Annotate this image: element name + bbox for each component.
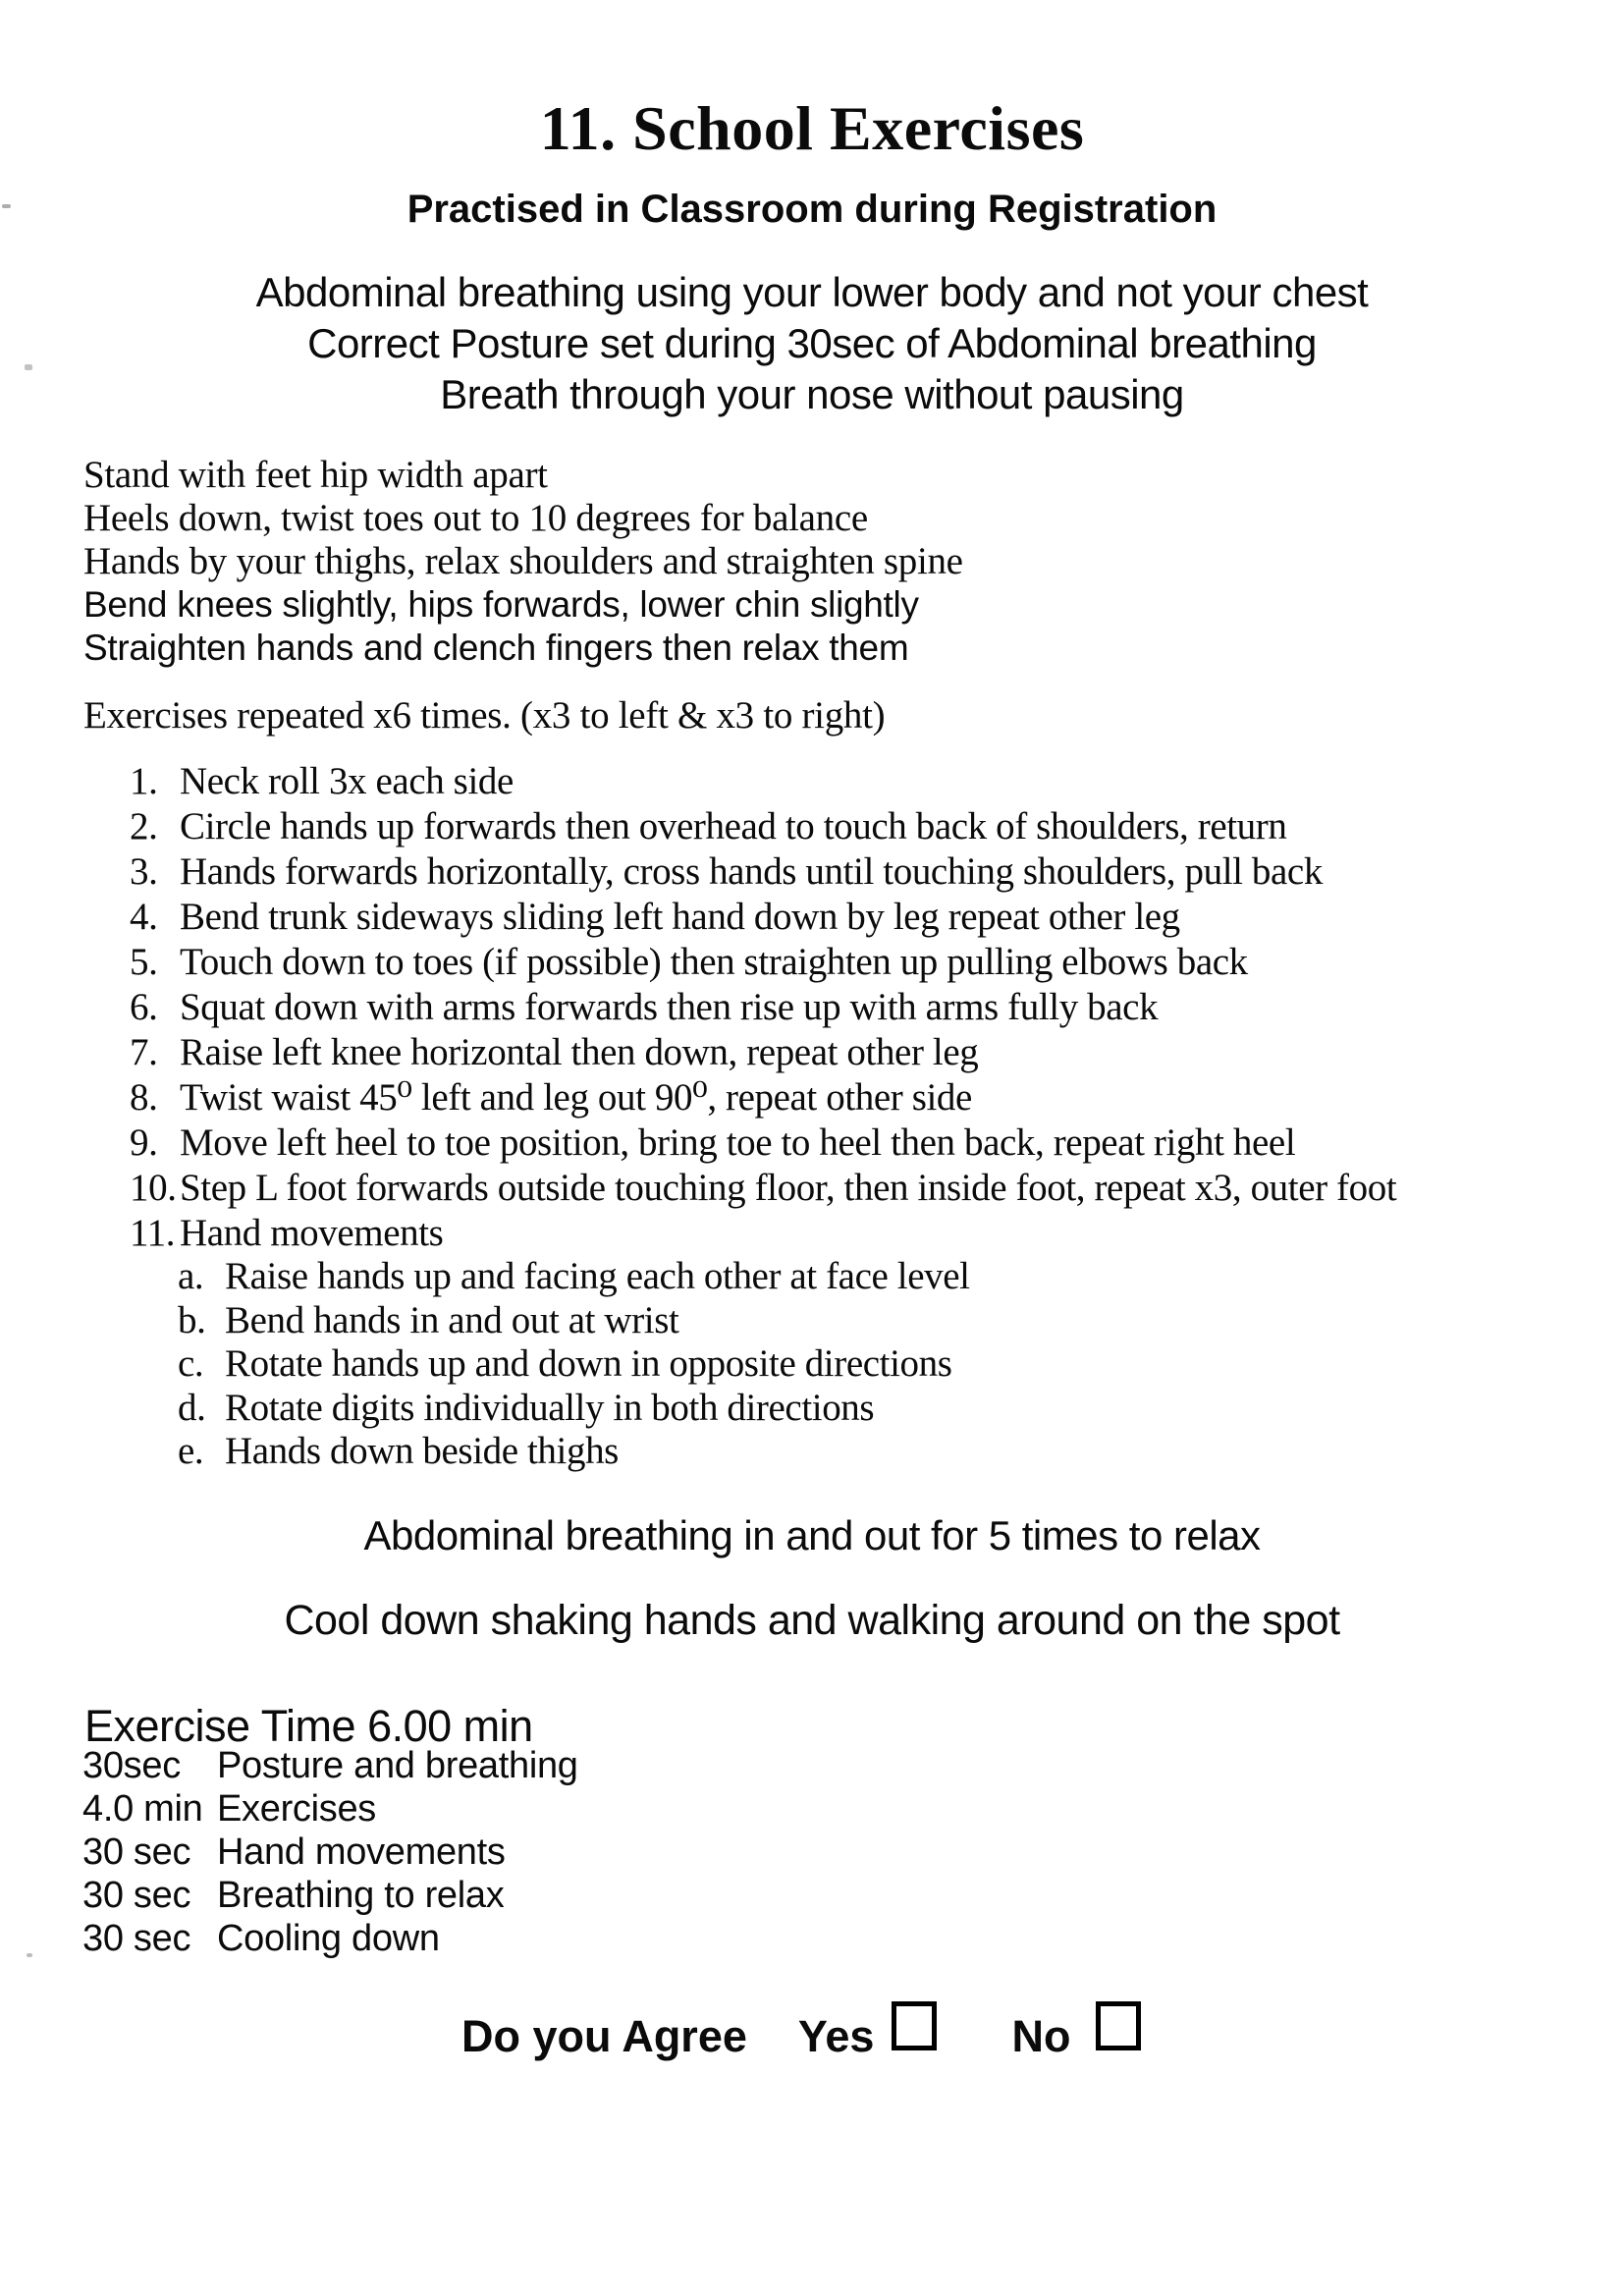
exercise-number: 7. xyxy=(130,1031,158,1073)
exercise-text: Twist waist 45⁰ left and leg out 90⁰, repeat other side xyxy=(180,1076,972,1119)
hand-movement-letter: c. xyxy=(178,1342,204,1385)
agreement-row xyxy=(461,2011,1141,2062)
repeat-note: Exercises repeated x6 times. (x3 to left & x3 to right) xyxy=(83,694,886,737)
hand-movement-item xyxy=(178,1255,970,1299)
exercise-number: 1. xyxy=(130,760,158,802)
hand-movement-text: Rotate digits individually in both directions xyxy=(225,1386,875,1429)
activity-label: Exercises xyxy=(217,1788,377,1830)
exercise-number: 9. xyxy=(130,1121,158,1164)
exercise-text: Hand movements xyxy=(180,1212,444,1254)
time-row xyxy=(82,1917,578,1960)
relax-note: Abdominal breathing in and out for 5 times to relax xyxy=(363,1512,1261,1558)
yes-checkbox[interactable] xyxy=(892,2001,937,2050)
exercise-text: Raise left knee horizontal then down, repeat other leg xyxy=(180,1031,979,1073)
intro-line: Abdominal breathing using your lower body and not your chest xyxy=(255,269,1369,315)
exercise-text: Bend trunk sideways sliding left hand down by leg repeat other leg xyxy=(180,896,1180,938)
activity-label: Cooling down xyxy=(217,1918,440,1959)
exercise-number: 2. xyxy=(130,805,158,847)
time-row xyxy=(82,1744,578,1787)
time-row xyxy=(82,1874,578,1917)
hand-movement-list xyxy=(178,1255,970,1474)
exercise-text: Squat down with arms forwards then rise up with arms fully back xyxy=(180,986,1159,1028)
exercise-item xyxy=(130,895,1396,940)
exercise-item xyxy=(130,940,1396,985)
hand-movement-letter: b. xyxy=(178,1298,206,1341)
exercise-item xyxy=(130,849,1396,895)
duration-label: 30 sec xyxy=(82,1831,191,1873)
exercise-text: Hands forwards horizontally, cross hands until touching shoulders, pull back xyxy=(180,850,1323,893)
hand-movement-item xyxy=(178,1299,970,1343)
hand-movement-text: Raise hands up and facing each other at face level xyxy=(225,1255,970,1297)
exercise-number: 11. xyxy=(130,1212,176,1254)
hand-movement-text: Rotate hands up and down in opposite directions xyxy=(225,1342,952,1385)
exercise-item xyxy=(130,1211,1396,1256)
exercise-item xyxy=(130,804,1396,849)
exercise-item xyxy=(130,1030,1396,1075)
exercise-item xyxy=(130,1120,1396,1166)
intro-line: Correct Posture set during 30sec of Abdominal breathing xyxy=(307,320,1317,366)
scan-artifact xyxy=(27,1953,32,1957)
intro-line: Breath through your nose without pausing xyxy=(440,371,1184,417)
posture-line: Hands by your thighs, relax shoulders and straighten spine xyxy=(83,540,963,582)
exercise-number: 5. xyxy=(130,941,158,983)
activity-label: Hand movements xyxy=(217,1831,506,1873)
exercise-item xyxy=(130,1166,1396,1211)
breathing-intro xyxy=(0,267,1624,420)
no-label: No xyxy=(1011,2011,1071,2061)
exercise-number: 8. xyxy=(130,1076,158,1119)
hand-movement-item xyxy=(178,1387,970,1431)
hand-movement-letter: a. xyxy=(178,1255,204,1297)
hand-movement-item xyxy=(178,1342,970,1387)
hand-movement-item xyxy=(178,1430,970,1474)
posture-line: Stand with feet hip width apart xyxy=(83,454,548,496)
exercise-text: Move left heel to toe position, bring toe to heel then back, repeat right heel xyxy=(180,1121,1296,1164)
posture-line: Heels down, twist toes out to 10 degrees for balance xyxy=(83,497,868,539)
exercise-item xyxy=(130,1075,1396,1120)
hand-movement-letter: d. xyxy=(178,1386,206,1429)
exercise-text: Step L foot forwards outside touching floor, then inside foot, repeat x3, outer foot xyxy=(180,1167,1397,1209)
posture-line: Straighten hands and clench fingers then relax them xyxy=(83,628,909,668)
duration-label: 30 sec xyxy=(82,1875,191,1916)
exercise-time-heading: Exercise Time 6.00 min xyxy=(84,1701,533,1751)
exercise-list xyxy=(130,759,1396,1256)
exercise-number: 4. xyxy=(130,896,158,938)
activity-label: Posture and breathing xyxy=(217,1745,578,1786)
duration-label: 4.0 min xyxy=(82,1788,203,1830)
exercise-text: Touch down to toes (if possible) then straighten up pulling elbows back xyxy=(180,941,1248,983)
exercise-time-breakdown xyxy=(82,1744,578,1960)
no-checkbox[interactable] xyxy=(1096,2001,1141,2050)
hand-movement-letter: e. xyxy=(178,1430,204,1472)
duration-label: 30 sec xyxy=(82,1918,191,1959)
exercise-text: Neck roll 3x each side xyxy=(180,760,514,802)
page-title: 11. School Exercises xyxy=(539,93,1085,163)
time-row xyxy=(82,1831,578,1874)
posture-instructions xyxy=(83,454,963,670)
activity-label: Breathing to relax xyxy=(217,1875,505,1916)
exercise-number: 3. xyxy=(130,850,158,893)
cooldown-note: Cool down shaking hands and walking around on the spot xyxy=(284,1597,1340,1644)
time-row xyxy=(82,1787,578,1831)
duration-label: 30sec xyxy=(82,1745,181,1786)
page-subtitle: Practised in Classroom during Registration xyxy=(406,188,1218,231)
exercise-text: Circle hands up forwards then overhead to touch back of shoulders, return xyxy=(180,805,1287,847)
hand-movement-text: Bend hands in and out at wrist xyxy=(225,1298,679,1341)
hand-movement-text: Hands down beside thighs xyxy=(225,1430,619,1472)
exercise-item xyxy=(130,759,1396,804)
posture-line: Bend knees slightly, hips forwards, lower chin slightly xyxy=(83,584,919,625)
exercise-item xyxy=(130,985,1396,1030)
exercise-number: 6. xyxy=(130,986,158,1028)
exercise-number: 10. xyxy=(130,1167,177,1209)
yes-label: Yes xyxy=(797,2011,875,2061)
agree-question: Do you Agree xyxy=(461,2011,747,2061)
